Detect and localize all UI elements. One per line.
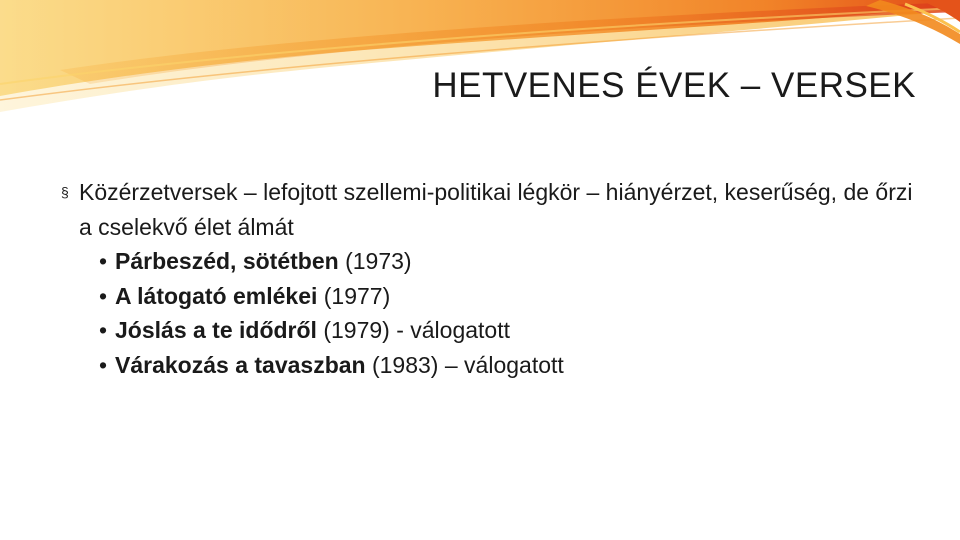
poem-volume-title: A látogató emlékei (115, 282, 318, 309)
dot-bullet-icon: • (99, 282, 108, 309)
poem-volume-title: Jóslás a te idődről (115, 317, 317, 343)
poem-volume-year: (1977) (317, 282, 391, 309)
poem-volume-year: (1973) (338, 248, 412, 274)
poem-volume-year: (1979) - válogatott (316, 317, 511, 343)
list-item (60, 244, 920, 279)
square-bullet-icon: § (61, 184, 69, 200)
list-item (60, 279, 920, 314)
poem-volume-title: Párbeszéd, sötétben (115, 248, 339, 274)
poem-volume-year: (1983) – válogatott (365, 351, 564, 378)
dot-bullet-icon: • (99, 351, 108, 378)
slide-title: HETVENES ÉVEK – VERSEK (432, 66, 916, 105)
main-point-text: Közérzetversek – lefojtott szellemi-politikai légkör – hiányérzet, keserűség, de őrzi a cselekvő élet álmát (79, 179, 913, 240)
list-item (60, 348, 920, 383)
list-item (60, 313, 920, 348)
main-bullet-point (60, 175, 920, 244)
header-swoosh-decoration (0, 0, 960, 130)
slide-content (60, 175, 920, 382)
dot-bullet-icon: • (99, 317, 108, 343)
dot-bullet-icon: • (99, 248, 108, 274)
poem-volume-title: Várakozás a tavaszban (115, 351, 366, 378)
